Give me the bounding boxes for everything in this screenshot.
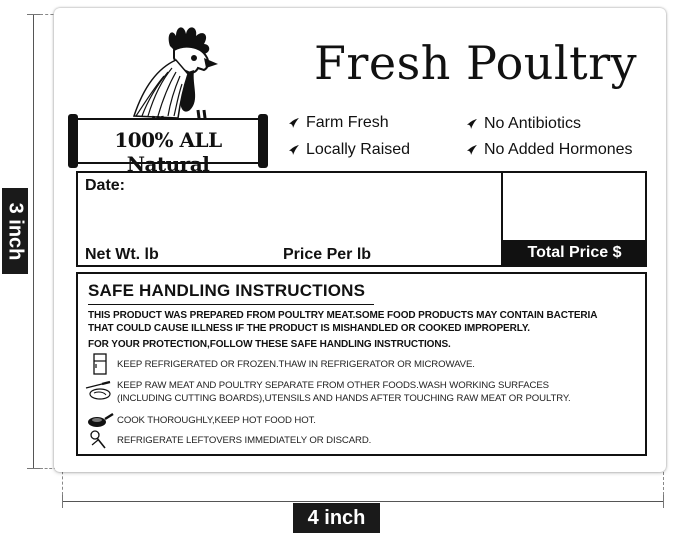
safe-handling-intro-line: FOR YOUR PROTECTION,FOLLOW THESE SAFE HANDLING INSTRUCTIONS.: [88, 339, 451, 350]
instruction-cook: COOK THOROUGHLY,KEEP HOT FOOD HOT.: [117, 415, 316, 426]
total-price-label: Total Price $: [502, 240, 647, 266]
feature-text: Farm Fresh: [306, 114, 389, 131]
height-dimension-tick-bottom: [27, 468, 40, 469]
feature-text: Locally Raised: [306, 141, 411, 158]
price-per-lb-label: Price Per lb: [283, 246, 372, 263]
feature-farm-fresh: [288, 114, 389, 132]
height-dimension-tick-top: [27, 14, 40, 15]
height-dimension-line: [33, 14, 34, 468]
width-dimension-tick-left: [62, 495, 63, 508]
date-label: Date:: [85, 177, 126, 194]
feature-no-added-hormones: [466, 141, 633, 159]
safe-handling-intro-line: THAT COULD CAUSE ILLNESS IF THE PRODUCT IS MISHANDLED OR COOKED IMPROPERLY.: [88, 323, 530, 334]
width-dimension-line: [62, 501, 664, 502]
safe-handling-title: SAFE HANDLING INSTRUCTIONS: [88, 281, 366, 300]
refrigerator-icon: [88, 353, 112, 375]
safe-handling-intro-line: THIS PRODUCT WAS PREPARED FROM POULTRY MEAT.SOME FOOD PRODUCTS MAY CONTAIN BACTERIA: [88, 310, 598, 321]
height-dimension-label: 3 inch: [2, 188, 28, 274]
width-dimension-tick-right: [663, 495, 664, 508]
thermometer-icon: [88, 428, 112, 450]
leaf-check-icon: [288, 144, 300, 156]
leaf-check-icon: [288, 117, 300, 129]
feature-text: No Antibiotics: [484, 115, 581, 132]
net-weight-label: Net Wt. lb: [85, 246, 159, 263]
leaf-check-icon: [466, 144, 478, 156]
leaf-check-icon: [466, 118, 478, 130]
feature-no-antibiotics: [466, 115, 581, 133]
feature-text: No Added Hormones: [484, 141, 633, 158]
label-title: Fresh Poultry: [314, 36, 638, 90]
badge-text: 100% ALL Natural: [114, 128, 222, 176]
feature-locally-raised: [288, 141, 410, 159]
safe-handling-title-rule: [88, 304, 374, 305]
instruction-refrigerate: KEEP REFRIGERATED OR FROZEN.THAW IN REFRIGERATOR OR MICROWAVE.: [117, 359, 475, 370]
cutting-board-icon: [84, 380, 114, 402]
rooster-icon: [118, 24, 222, 130]
instruction-separate-line-1: KEEP RAW MEAT AND POULTRY SEPARATE FROM OTHER FOODS.WASH WORKING SURFACES: [117, 380, 549, 391]
all-natural-badge: [74, 118, 262, 176]
instruction-leftovers: REFRIGERATE LEFTOVERS IMMEDIATELY OR DISCARD.: [117, 435, 372, 446]
instruction-separate-line-2: (INCLUDING CUTTING BOARDS),UTENSILS AND HANDS AFTER TOUCHING RAW MEAT OR POULTRY.: [117, 393, 571, 404]
width-dimension-label: 4 inch: [293, 503, 380, 533]
